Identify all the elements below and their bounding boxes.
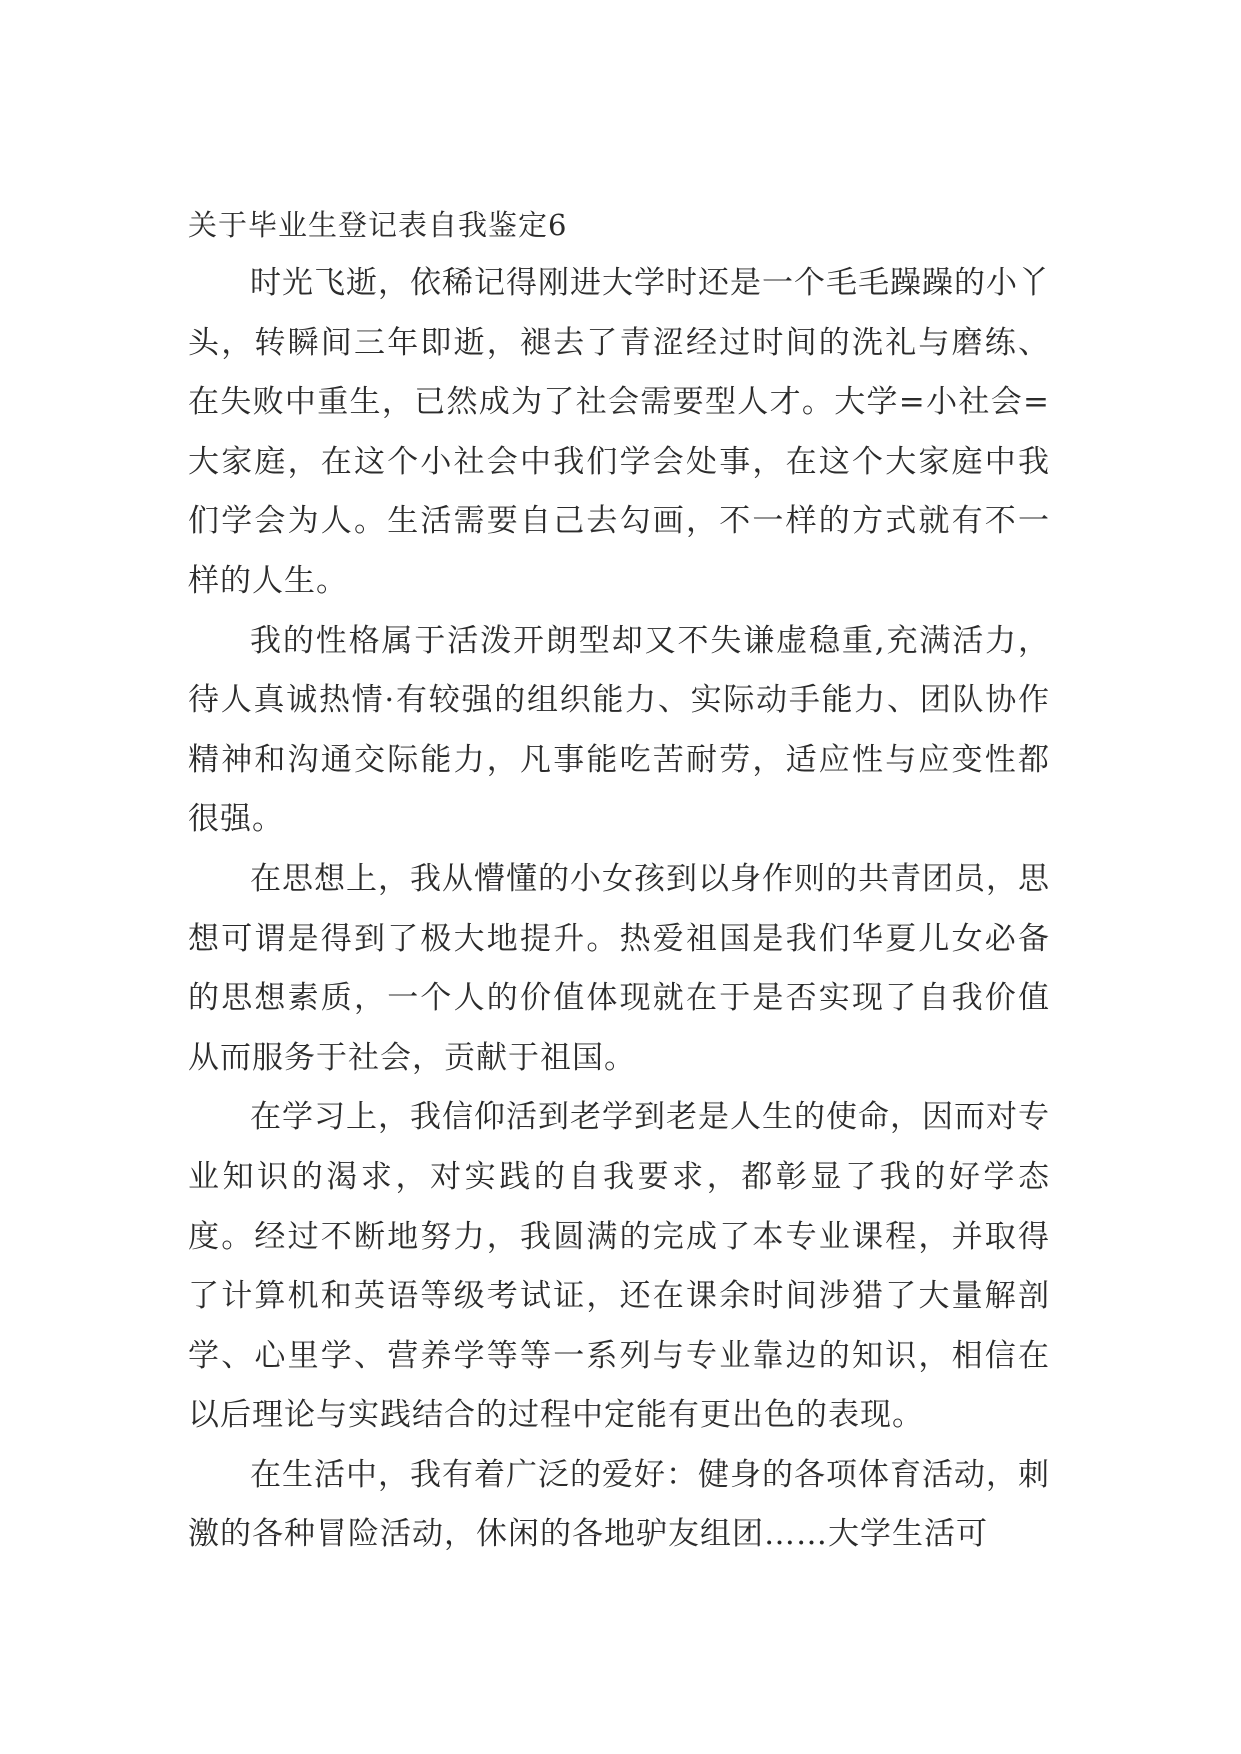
paragraph-study: 在学习上，我信仰活到老学到老是人生的使命，因而对专业知识的渴求，对实践的自我要求，都彰显了我的好学态度。经过不断地努力，我圆满的完成了本专业课程，并取得了计算机和英语等级考试证，还在课余时间涉猎了大量解剖学、心里学、营养学等等一系列与专业靠边的知识，相信在以后理论与实践结合的过程中定能有更出色的表现。 xyxy=(188,1099,1050,1434)
document-title: 关于毕业生登记表自我鉴定6 xyxy=(188,208,568,242)
paragraph-personality: 我的性格属于活泼开朗型却又不失谦虚稳重,充满活力，待人真诚热情·有较强的组织能力、实际动手能力、团队协作精神和沟通交际能力，凡事能吃苦耐劳，适应性与应变性都很强。 xyxy=(188,622,1050,838)
paragraph-intro: 时光飞逝，依稀记得刚进大学时还是一个毛毛躁躁的小丫头，转瞬间三年即逝，褪去了青涩经过时间的洗礼与磨练、在失败中重生，已然成为了社会需要型人才。大学=小社会=大家庭，在这个小社会中我们学会处事，在这个大家庭中我们学会为人。生活需要自己去勾画，不一样的方式就有不一样的人生。 xyxy=(188,265,1050,599)
paragraph-thought: 在思想上，我从懵懂的小女孩到以身作则的共青团员，思想可谓是得到了极大地提升。热爱祖国是我们华夏儿女必备的思想素质，一个人的价值体现就在于是否实现了自我价值从而服务于社会，贡献于祖国。 xyxy=(188,860,1050,1076)
document-body xyxy=(188,196,1050,1565)
paragraph-life: 在生活中，我有着广泛的爱好：健身的各项体育活动，刺激的各种冒险活动，休闲的各地驴友组团……大学生活可 xyxy=(188,1456,1050,1553)
